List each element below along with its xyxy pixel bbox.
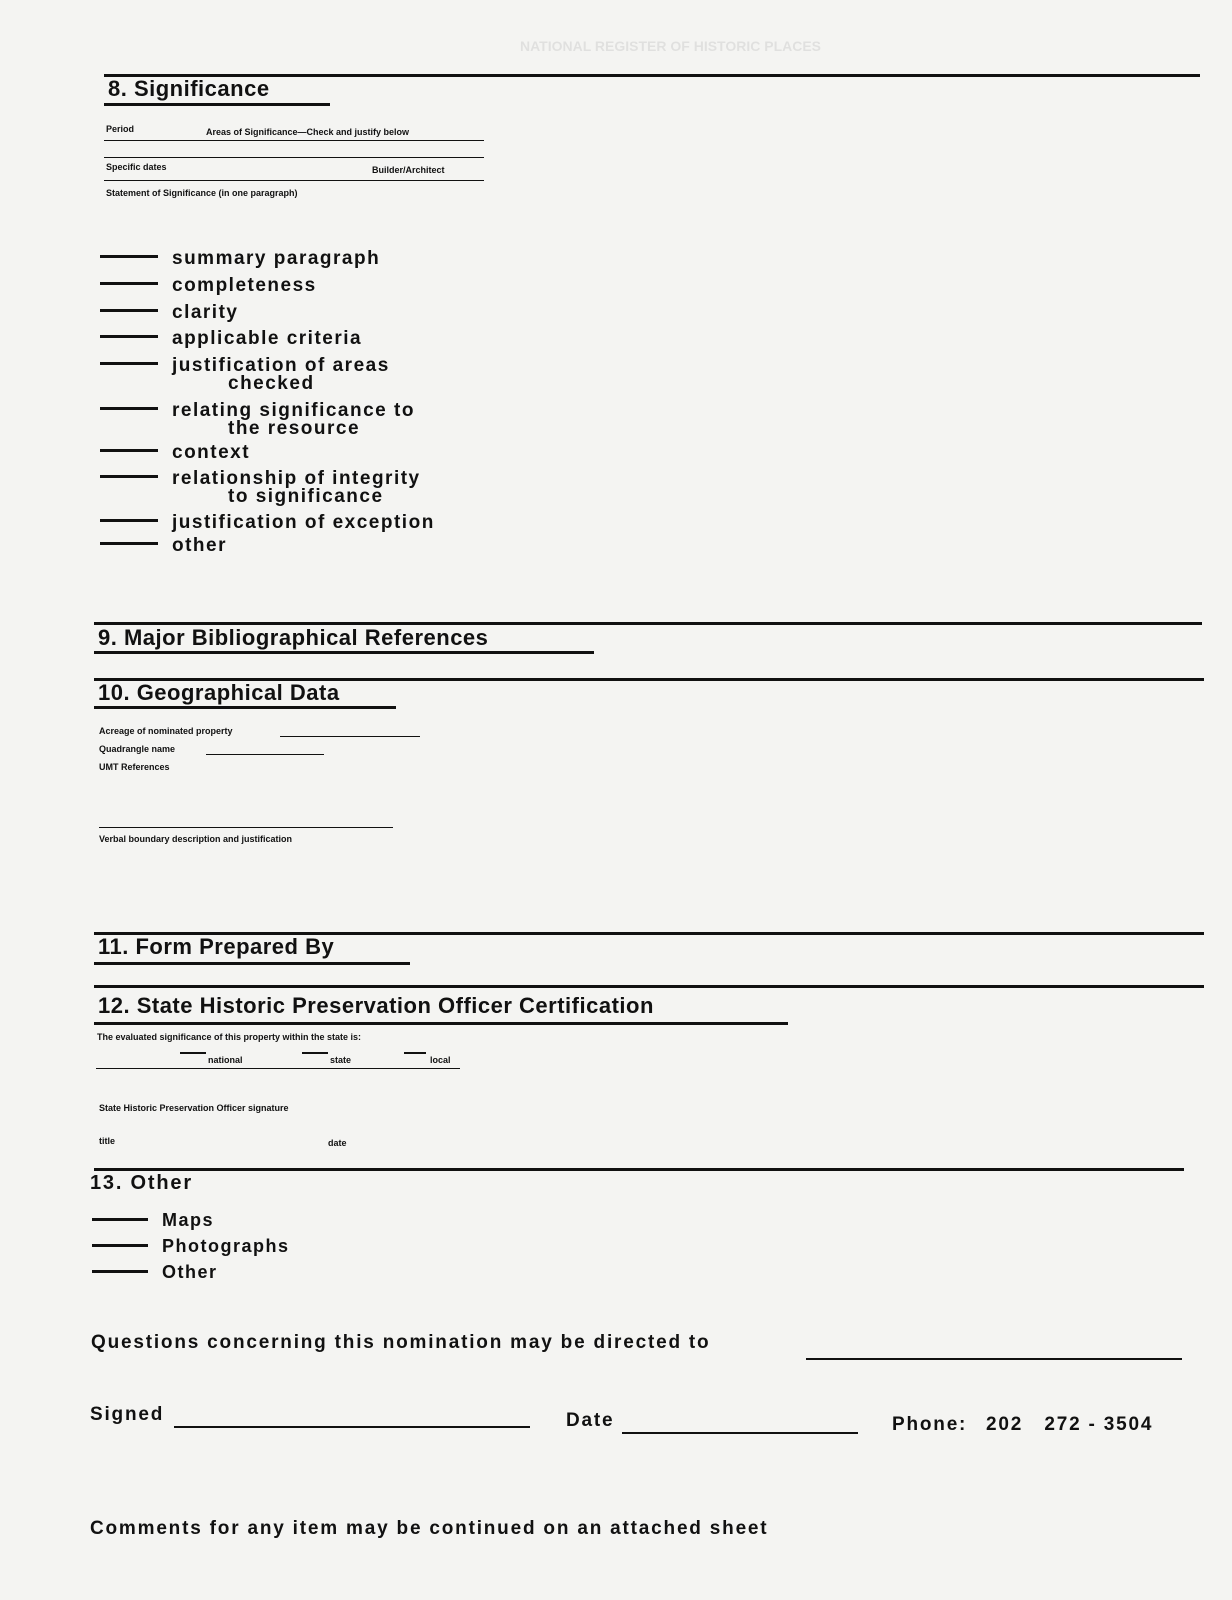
phone-value: 202 272 - 3504 <box>986 1414 1154 1435</box>
local-blank[interactable] <box>404 1052 426 1054</box>
check-blank[interactable] <box>92 1270 148 1273</box>
section-8-title: 8. Significance <box>108 76 270 101</box>
checklist-item-summary: summary paragraph <box>100 248 380 270</box>
checklist-item-justification-areas: justification of areas checked <box>100 355 390 395</box>
date-field[interactable] <box>622 1432 858 1434</box>
phone-label: Phone: <box>892 1414 968 1435</box>
section-10-title-underline <box>94 706 396 709</box>
checklist-item-relating-significance: relating significance to the resource <box>100 400 415 440</box>
other-item-other: Other <box>92 1262 218 1283</box>
signed-label: Signed <box>90 1404 165 1425</box>
section-12-top-rule <box>94 985 1204 988</box>
title-label: title <box>99 1136 116 1146</box>
signed-field[interactable] <box>174 1426 530 1428</box>
check-blank[interactable] <box>100 255 158 258</box>
date-footer-label: Date <box>566 1410 615 1431</box>
section-12-title: 12. State Historic Preservation Officer Certification <box>98 993 654 1018</box>
comments-text: Comments for any item may be continued on an attached sheet <box>90 1518 769 1539</box>
period-label: Period <box>106 124 135 134</box>
quadrangle-label: Quadrangle name <box>99 744 176 754</box>
verbal-rule <box>99 827 393 828</box>
questions-field[interactable] <box>806 1358 1182 1360</box>
check-blank[interactable] <box>92 1218 148 1221</box>
verbal-boundary-label: Verbal boundary description and justification <box>99 834 293 844</box>
evaluated-label: The evaluated significance of this property within the state is: <box>97 1032 362 1042</box>
period-rule <box>104 140 484 141</box>
checklist-item-completeness: completeness <box>100 275 317 297</box>
acreage-label: Acreage of nominated property <box>99 726 233 736</box>
check-blank[interactable] <box>100 282 158 285</box>
checklist-item-context: context <box>100 442 250 464</box>
questions-text: Questions concerning this nomination may be directed to <box>91 1332 711 1353</box>
checklist-item-other: other <box>100 535 227 557</box>
acreage-field[interactable] <box>280 736 420 737</box>
checklist-item-criteria: applicable criteria <box>100 328 362 350</box>
other-item-photographs: Photographs <box>92 1236 290 1257</box>
dates-rule-top <box>104 157 484 158</box>
areas-label: Areas of Significance—Check and justify below <box>206 127 410 137</box>
local-label: local <box>430 1055 451 1065</box>
date-label: date <box>328 1138 347 1148</box>
checklist-item-exception: justification of exception <box>100 512 435 534</box>
section-13-top-rule <box>94 1168 1184 1171</box>
builder-architect-label: Builder/Architect <box>372 165 445 175</box>
section-8-title-underline <box>104 103 330 106</box>
utm-label: UMT References <box>99 762 170 772</box>
section-13-title: 13. Other <box>90 1172 193 1194</box>
check-blank[interactable] <box>100 309 158 312</box>
check-blank[interactable] <box>100 519 158 522</box>
section-9-title: 9. Major Bibliographical References <box>98 625 489 650</box>
check-blank[interactable] <box>100 542 158 545</box>
dates-rule-bottom <box>104 180 484 181</box>
checklist-item-clarity: clarity <box>100 302 238 324</box>
check-blank[interactable] <box>92 1244 148 1247</box>
national-blank[interactable] <box>180 1052 206 1054</box>
evaluated-rule <box>96 1068 460 1069</box>
signature-label: State Historic Preservation Officer signature <box>99 1103 289 1113</box>
section-9-title-underline <box>94 651 594 654</box>
check-blank[interactable] <box>100 407 158 410</box>
specific-dates-label: Specific dates <box>106 162 167 172</box>
quadrangle-field[interactable] <box>206 754 324 755</box>
state-label: state <box>330 1055 352 1065</box>
section-12-title-underline <box>94 1022 788 1025</box>
state-blank[interactable] <box>302 1052 328 1054</box>
section-11-title-underline <box>94 962 410 965</box>
national-label: national <box>208 1055 243 1065</box>
ghost-header: NATIONAL REGISTER OF HISTORIC PLACES <box>520 38 822 54</box>
statement-label: Statement of Significance (in one paragraph) <box>106 188 298 198</box>
check-blank[interactable] <box>100 335 158 338</box>
checklist-item-integrity: relationship of integrity to significance <box>100 468 421 508</box>
other-item-maps: Maps <box>92 1210 214 1231</box>
section-11-title: 11. Form Prepared By <box>98 934 335 959</box>
check-blank[interactable] <box>100 475 158 478</box>
check-blank[interactable] <box>100 362 158 365</box>
check-blank[interactable] <box>100 449 158 452</box>
section-10-title: 10. Geographical Data <box>98 680 340 705</box>
